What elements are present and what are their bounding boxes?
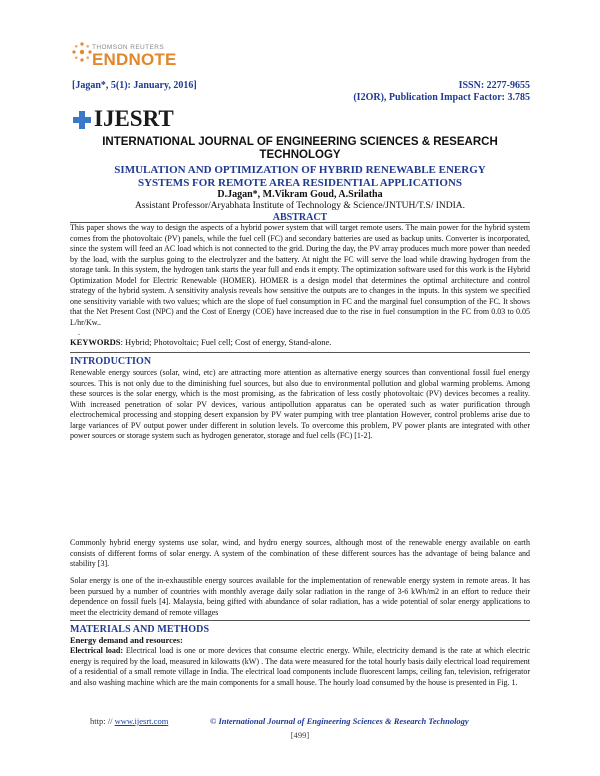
paper-title (70, 164, 530, 189)
methods-heading: MATERIALS AND METHODS (70, 624, 210, 635)
methods-divider (70, 620, 530, 621)
page-number: [499] (290, 730, 310, 740)
electrical-load-paragraph (70, 646, 530, 688)
abstract-heading: ABSTRACT (272, 212, 328, 223)
journal-title-line1: INTERNATIONAL JOURNAL OF ENGINEERING SCIENCES & RESEARCH (102, 136, 498, 148)
endnote-logo-icon (70, 40, 94, 64)
impact-factor-header: (I2OR), Publication Impact Factor: 3.785 (353, 92, 530, 103)
footer-url (90, 716, 168, 726)
electrical-load-text: Electrical load is one or more devices that consume electric energy. While, electricity demand is the rate at which electric energy is required by the load, measured in kilowatts (kW) . The data were measured for the total hourly basis daily electrical load requirement of a residential of a small remote village in India. The electrical load components include fluorescent lamps, ceiling fan, television, refrigerator and also washing machine which are the main components for a small house. The hourly load consumed by the house is presented in Fig. 1. (70, 646, 530, 687)
footer-url-link[interactable]: www.ijesrt.com (114, 716, 169, 726)
paper-title-line2: SYSTEMS FOR REMOTE AREA RESIDENTIAL APPLICATIONS (137, 176, 463, 189)
brand-small-text: THOMSON REUTERS (92, 44, 165, 51)
intro-paragraph-2: Commonly hybrid energy systems use solar, wind, and hydro energy sources, although most of the renewable energy available on earth consists of different forms of solar energy. A system of the combination of these different sources has the advantage of being balance and stability [3]. (70, 538, 530, 568)
introduction-heading: INTRODUCTION (70, 356, 152, 367)
methods-subheading: Energy demand and resources: (70, 635, 183, 645)
journal-title (70, 136, 530, 162)
keywords-text: : Hybrid; Photovoltaic; Fuel cell; Cost of energy, Stand-alone. (120, 337, 332, 347)
plus-icon (72, 110, 92, 130)
abstract-text: This paper shows the way to design the aspects of a hybrid power system that will target remote users. The main power for the hybrid system comes from the photovoltaic (PV) panels, while the fuel cell (FC) and secondary batteries are used as backup units. Converter is incorporated, since the system will feed an AC load which is not connected to the grid. During the day, the PV array produces much more power than needed by the load, with the surplus going to the electrolyzer and the battery. At night the FC will serve the load while drawing hydrogen from the storage tank. In this system, the hydrogen tank starts the year full and ends it empty. The optimization software used for this work is the Hybrid Optimization Model for Electric Renewable (HOMER). HOMER is a design model that determines the optimal architecture and control strategy of the hybrid system. A sensitivity analysis reveals how sensitive the outputs are to changes in the inputs. In this system we specified one sensitivity variable with two values; which are the slope of fuel consumption in FC and the marginal fuel consumption of the FC. It shows that the Net Present Cost (NPC) and the Cost of Energy (COE) have increased due to the rise in fuel consumption in the FC from 0.03 to 0.05 L/hr/Kw.. (70, 223, 530, 327)
intro-paragraph-1: Renewable energy sources (solar, wind, etc) are attracting more attention as alternative energy sources than conventional fossil fuel energy sources. This is not only due to the diminishing fuel sources, but also due to environmental pollution and global warming problems. Among these sources is the solar energy, which is the most promising, as the fabrication of less costly photovoltaic (PV) devices becomes a reality. With increased penetration of solar PV devices, various antipollution apparatus can be operated such as water purification through electrochemical processing and stopping desert expansion by PV water pumping with tree plantation However, control problems arise due to large variances of PV output power under different in solution levels. To overcome this problem, PV power plants are integrated with other power sources or storage system such as hydrogen generator, storage and fuel cells (FC) [1-2]. (70, 368, 530, 440)
authors: D.Jagan*, M.Vikram Goud, A.Srilatha (217, 189, 383, 200)
journal-short-name: IJESRT (94, 106, 174, 131)
citation-header: [Jagan*, 5(1): January, 2016] (72, 80, 197, 91)
endnote-logo (70, 38, 230, 74)
footer-url-prefix: http: // (90, 716, 115, 726)
intro-divider (70, 352, 530, 353)
keywords (70, 337, 530, 347)
abstract-body (70, 223, 530, 339)
paper-title-line1: SIMULATION AND OPTIMIZATION OF HYBRID RENEWABLE ENERGY (114, 164, 486, 176)
footer-copyright: © International Journal of Engineering Sciences & Research Technology (210, 716, 469, 726)
intro-paragraph-3: Solar energy is one of the in-exhaustible energy sources available for the implementation of renewable energy system in remote areas. It has been pursued by a number of countries with monthly average daily solar radiation in the range of 3-6 kWh/m2 in an effort to reduce their dependence on fossil fuels [4]. Malaysia, being gifted with abundance of solar radiation, has a wide potential of solar energy applications to meet the electricity demand of remote villages (70, 576, 530, 617)
electrical-load-label: Electrical load: (70, 646, 124, 655)
affiliation: Assistant Professor/Aryabhata Institute of Technology & Science/JNTUH/T.S/ INDIA. (134, 201, 466, 211)
keywords-label: KEYWORDS (70, 337, 121, 347)
abstract-trailing: . (78, 328, 80, 337)
journal-title-line2: TECHNOLOGY (259, 149, 341, 161)
brand-big-text: ENDNOTE (92, 50, 177, 69)
issn-header: ISSN: 2277-9655 (458, 80, 530, 91)
